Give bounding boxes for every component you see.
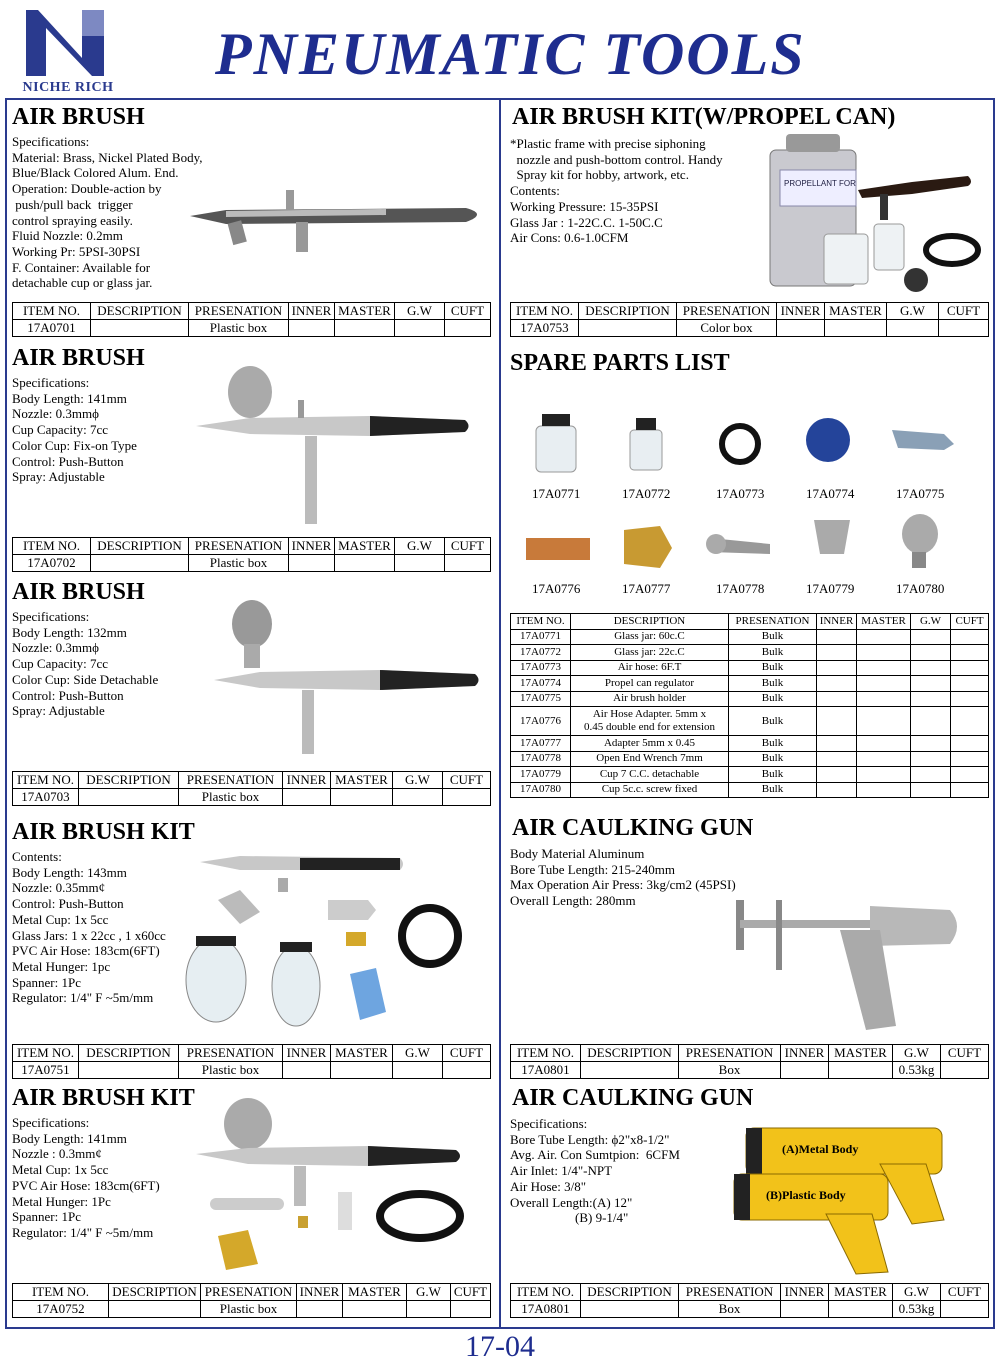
- th-gw: G.W: [393, 772, 443, 789]
- cell-item: 17A0801: [511, 1301, 581, 1318]
- section-title: AIR BRUSH KIT: [12, 1085, 195, 1111]
- brand-logo: [20, 6, 116, 94]
- cell-description: Cup 7 C.C. detachable: [571, 767, 729, 783]
- th-inner: INNER: [297, 1284, 343, 1301]
- cell-item: 17A0772: [511, 645, 571, 661]
- th-presentation: PRESENATION: [729, 614, 817, 630]
- th-master: MASTER: [829, 1045, 893, 1062]
- cell-presentation: Bulk: [729, 751, 817, 767]
- cell-item: 17A0776: [511, 707, 571, 736]
- part-label: 17A0776: [532, 581, 581, 596]
- cell-presentation: Bulk: [729, 645, 817, 661]
- th-master: MASTER: [331, 772, 393, 789]
- page-number: 17-04: [465, 1330, 535, 1363]
- th-presentation: PRESENATION: [189, 538, 289, 555]
- cell-presentation: Color box: [677, 320, 777, 337]
- section-spec: Specifications: Body Length: 132mm Nozzle: 0.3mmϕ Cup Capacity: 7cc Color Cup: Side Detachable Control: Push-Button Spray: Adjustable: [12, 609, 159, 719]
- cell-item: 17A0778: [511, 751, 571, 767]
- th-cuft: CUFT: [443, 772, 491, 789]
- th-item: ITEM NO.: [511, 303, 579, 320]
- th-gw: G.W: [887, 303, 939, 320]
- cell-description: [91, 555, 189, 572]
- cell-cuft: [939, 320, 989, 337]
- th-master: MASTER: [825, 303, 887, 320]
- th-master: MASTER: [829, 1284, 893, 1301]
- cell-master: [331, 789, 393, 806]
- th-presentation: PRESENATION: [679, 1284, 781, 1301]
- table-row: [511, 691, 989, 707]
- cell-inner: [777, 320, 825, 337]
- part-label: 17A0779: [806, 581, 855, 596]
- cell-description: [91, 320, 189, 337]
- th-master: MASTER: [335, 538, 395, 555]
- cell-description: [581, 1301, 679, 1318]
- cell-inner: [297, 1301, 343, 1318]
- cell-item: 17A0779: [511, 767, 571, 783]
- table-header-row: [13, 1045, 491, 1062]
- table-header-row: [511, 1045, 989, 1062]
- cell-description: Air brush holder: [571, 691, 729, 707]
- section-title: AIR BRUSH: [12, 579, 145, 605]
- can-label-text: PROPELLANT FOR: [784, 179, 856, 188]
- table-row: [13, 1301, 491, 1318]
- th-gw: G.W: [893, 1284, 941, 1301]
- th-presentation: PRESENATION: [179, 772, 283, 789]
- table-row: [511, 1062, 989, 1079]
- th-gw: G.W: [911, 614, 951, 630]
- cell-description: Glass jar: 60c.C: [571, 629, 729, 645]
- cell-presentation: Bulk: [729, 660, 817, 676]
- th-description: DESCRIPTION: [579, 303, 677, 320]
- th-presentation: PRESENATION: [679, 1045, 781, 1062]
- th-master: MASTER: [343, 1284, 407, 1301]
- cell-description: [79, 789, 179, 806]
- airbrush-image: [210, 598, 490, 758]
- table-row: [511, 782, 989, 798]
- section-title: AIR CAULKING GUN: [512, 815, 754, 841]
- th-inner: INNER: [283, 772, 331, 789]
- th-inner: INNER: [781, 1284, 829, 1301]
- table-header-row: [511, 1284, 989, 1301]
- th-item: ITEM NO.: [13, 303, 91, 320]
- cell-description: [79, 1062, 179, 1079]
- th-cuft: CUFT: [939, 303, 989, 320]
- table-row: [13, 1062, 491, 1079]
- th-gw: G.W: [395, 538, 445, 555]
- item-table: [12, 537, 491, 572]
- cell-item: 17A0753: [511, 320, 579, 337]
- cell-master: [829, 1301, 893, 1318]
- th-presentation: PRESENATION: [201, 1284, 297, 1301]
- cell-master: [829, 1062, 893, 1079]
- th-cuft: CUFT: [445, 303, 491, 320]
- cell-gw: [887, 320, 939, 337]
- th-description: DESCRIPTION: [79, 772, 179, 789]
- table-header-row: [511, 614, 989, 630]
- cell-cuft: [443, 1062, 491, 1079]
- th-description: DESCRIPTION: [91, 538, 189, 555]
- cell-item: 17A0775: [511, 691, 571, 707]
- cell-master: [335, 320, 395, 337]
- table-row: [13, 789, 491, 806]
- th-item: ITEM NO.: [13, 772, 79, 789]
- table-row: [511, 676, 989, 692]
- item-table: [12, 302, 491, 337]
- cell-item: 17A0703: [13, 789, 79, 806]
- table-row: [511, 645, 989, 661]
- cell-gw: 0.53kg: [893, 1062, 941, 1079]
- spare-parts-row2-image: [520, 512, 986, 574]
- cell-presentation: Bulk: [729, 707, 817, 736]
- table-row: [511, 736, 989, 752]
- cell-cuft: [941, 1301, 989, 1318]
- cell-presentation: Plastic box: [201, 1301, 297, 1318]
- section-title: AIR BRUSH KIT(W/PROPEL CAN): [512, 104, 896, 130]
- cell-item: 17A0801: [511, 1062, 581, 1079]
- th-master: MASTER: [857, 614, 911, 630]
- cell-description: Air Hose Adapter. 5mm x 0.45 double end for extension: [571, 707, 729, 736]
- cell-gw: [395, 320, 445, 337]
- cell-item: 17A0774: [511, 676, 571, 692]
- cell-presentation: Bulk: [729, 782, 817, 798]
- part-label: 17A0771: [532, 486, 581, 501]
- page-title: PNEUMATIC TOOLS: [215, 21, 806, 87]
- cell-master: [825, 320, 887, 337]
- table-row: [511, 751, 989, 767]
- item-table: [510, 302, 989, 337]
- section-title: SPARE PARTS LIST: [510, 350, 730, 376]
- cell-inner: [283, 1062, 331, 1079]
- table-header-row: [13, 303, 491, 320]
- th-cuft: CUFT: [445, 538, 491, 555]
- part-label: 17A0775: [896, 486, 945, 501]
- part-label: 17A0778: [716, 581, 765, 596]
- th-description: DESCRIPTION: [571, 614, 729, 630]
- th-presentation: PRESENATION: [677, 303, 777, 320]
- th-gw: G.W: [407, 1284, 451, 1301]
- cell-cuft: [445, 320, 491, 337]
- th-inner: INNER: [817, 614, 857, 630]
- cell-description: [579, 320, 677, 337]
- section-spec: Specifications: Body Length: 141mm Nozzle : 0.3mm¢ Metal Cup: 1x 5cc PVC Air Hose: 183cm(6FT) Metal Hunger: 1Pc Spanner: 1Pc Regulator: 1/4" F ~5m/mm: [12, 1115, 160, 1240]
- cell-gw: [407, 1301, 451, 1318]
- cell-description: [581, 1062, 679, 1079]
- th-gw: G.W: [893, 1045, 941, 1062]
- cell-inner: [283, 789, 331, 806]
- section-spec: Contents: Body Length: 143mm Nozzle: 0.35mm¢ Control: Push-Button Metal Cup: 1x 5cc Glass Jars: 1 x 22cc , 1 x60cc PVC Air Hose: 183cm(6FT) Metal Hunger: 1pc Spanner: 1Pc Regulator: 1/4" F ~5m/mm: [12, 849, 166, 1006]
- cell-presentation: Bulk: [729, 691, 817, 707]
- logo-mark-icon: [24, 6, 106, 78]
- cell-item: 17A0751: [13, 1062, 79, 1079]
- cell-item: 17A0701: [13, 320, 91, 337]
- table-row: [511, 629, 989, 645]
- cell-presentation: Box: [679, 1062, 781, 1079]
- th-master: MASTER: [335, 303, 395, 320]
- th-description: DESCRIPTION: [109, 1284, 201, 1301]
- section-spec: Specifications: Material: Brass, Nickel Plated Body, Blue/Black Colored Alum. End. Operation: Double-action by push/pull back trigger control spraying easily. Fluid Nozzle: 0.2mm Working Pr: 5PSI-30PSI F. Container: Available for detachable cup or glass jar.: [12, 134, 203, 291]
- caulking-gun-image: [720, 880, 982, 1034]
- section-spec: Specifications: Bore Tube Length: ϕ2"x8-1/2" Avg. Air. Con Sumtpion: 6CFM Air Inlet: 1/4"-NPT Air Hose: 3/8" Overall Length:(A) 12" (B) 9-1/4": [510, 1116, 680, 1226]
- airbrush-image: [186, 182, 492, 258]
- th-cuft: CUFT: [941, 1045, 989, 1062]
- th-inner: INNER: [283, 1045, 331, 1062]
- th-description: DESCRIPTION: [581, 1284, 679, 1301]
- airbrush-kit-image: [188, 1096, 490, 1272]
- part-label: 17A0777: [622, 581, 671, 596]
- th-item: ITEM NO.: [511, 1284, 581, 1301]
- th-description: DESCRIPTION: [79, 1045, 179, 1062]
- table-row: [511, 767, 989, 783]
- cell-inner: [781, 1062, 829, 1079]
- th-inner: INNER: [781, 1045, 829, 1062]
- section-title: AIR BRUSH: [12, 104, 145, 130]
- cell-item: 17A0777: [511, 736, 571, 752]
- cell-description: Propel can regulator: [571, 676, 729, 692]
- cell-inner: [289, 555, 335, 572]
- cell-cuft: [451, 1301, 491, 1318]
- cell-master: [331, 1062, 393, 1079]
- callout-plastic-body: (B)Plastic Body: [766, 1188, 846, 1202]
- th-item: ITEM NO.: [13, 538, 91, 555]
- cell-description: Adapter 5mm x 0.45: [571, 736, 729, 752]
- th-master: MASTER: [331, 1045, 393, 1062]
- brand-name: NICHE RICH: [22, 80, 114, 95]
- table-header-row: [13, 1284, 491, 1301]
- th-item: ITEM NO.: [511, 1045, 581, 1062]
- cell-cuft: [445, 555, 491, 572]
- cell-gw: [393, 1062, 443, 1079]
- table-row: [511, 1301, 989, 1318]
- cell-description: Cup 5c.c. screw fixed: [571, 782, 729, 798]
- th-inner: INNER: [777, 303, 825, 320]
- table-row: [511, 660, 989, 676]
- th-cuft: CUFT: [951, 614, 989, 630]
- cell-presentation: Box: [679, 1301, 781, 1318]
- th-gw: G.W: [395, 303, 445, 320]
- th-item: ITEM NO.: [13, 1284, 109, 1301]
- table-header-row: [511, 303, 989, 320]
- table-row: [13, 320, 491, 337]
- spare-parts-table: [510, 613, 989, 798]
- cell-gw: [395, 555, 445, 572]
- airbrush-kit-image: [180, 840, 490, 1034]
- th-gw: G.W: [393, 1045, 443, 1062]
- th-cuft: CUFT: [451, 1284, 491, 1301]
- cell-cuft: [941, 1062, 989, 1079]
- th-presentation: PRESENATION: [179, 1045, 283, 1062]
- callout-metal-body: (A)Metal Body: [782, 1142, 859, 1156]
- cell-presentation: Bulk: [729, 767, 817, 783]
- cell-description: [109, 1301, 201, 1318]
- cell-description: Glass jar: 22c.C: [571, 645, 729, 661]
- cell-cuft: [443, 789, 491, 806]
- cell-item: 17A0780: [511, 782, 571, 798]
- cell-presentation: Bulk: [729, 736, 817, 752]
- cell-gw: 0.53kg: [893, 1301, 941, 1318]
- th-inner: INNER: [289, 303, 335, 320]
- section-title: AIR CAULKING GUN: [512, 1085, 754, 1111]
- spare-parts-row1-image: [520, 404, 986, 478]
- table-header-row: [13, 538, 491, 555]
- th-item: ITEM NO.: [13, 1045, 79, 1062]
- cell-gw: [393, 789, 443, 806]
- cell-master: [335, 555, 395, 572]
- section-spec: Specifications: Body Length: 141mm Nozzle: 0.3mmϕ Cup Capacity: 7cc Color Cup: Fix-on Type Control: Push-Button Spray: Adjustable: [12, 375, 137, 485]
- table-header-row: [13, 772, 491, 789]
- cell-item: 17A0771: [511, 629, 571, 645]
- cell-presentation: Plastic box: [189, 555, 289, 572]
- airbrush-image: [190, 362, 490, 526]
- section-title: AIR BRUSH: [12, 345, 145, 371]
- cell-item: 17A0773: [511, 660, 571, 676]
- cell-inner: [781, 1301, 829, 1318]
- th-item: ITEM NO.: [511, 614, 571, 630]
- table-row: [13, 555, 491, 572]
- part-label: 17A0773: [716, 486, 765, 501]
- part-label: 17A0780: [896, 581, 945, 596]
- part-label: 17A0774: [806, 486, 855, 501]
- section-spec: *Plastic frame with precise siphoning nozzle and push-bottom control. Handy Spray kit for hobby, artwork, etc. Contents: Working Pressure: 15-35PSI Glass Jar : 1-22C.C. 1-50C.C Air Cons: 0.6-1.0CFM: [510, 136, 723, 246]
- item-table: [510, 1283, 989, 1318]
- table-row: [511, 320, 989, 337]
- cell-presentation: Plastic box: [179, 789, 283, 806]
- section-spec: Body Material Aluminum Bore Tube Length: 215-240mm Max Operation Air Press: 3kg/cm2 (45PSI) Overall Length: 280mm: [510, 846, 736, 909]
- airbrush-kit-can-image: [762, 130, 988, 300]
- column-divider: [499, 98, 501, 1329]
- cell-inner: [289, 320, 335, 337]
- cell-description: Air hose: 6F.T: [571, 660, 729, 676]
- th-inner: INNER: [289, 538, 335, 555]
- th-description: DESCRIPTION: [91, 303, 189, 320]
- th-presentation: PRESENATION: [189, 303, 289, 320]
- th-cuft: CUFT: [941, 1284, 989, 1301]
- th-cuft: CUFT: [443, 1045, 491, 1062]
- cell-item: 17A0752: [13, 1301, 109, 1318]
- item-table: [12, 771, 491, 806]
- cell-presentation: Bulk: [729, 629, 817, 645]
- item-table: [12, 1044, 491, 1079]
- section-title: AIR BRUSH KIT: [12, 819, 195, 845]
- cell-master: [343, 1301, 407, 1318]
- th-description: DESCRIPTION: [581, 1045, 679, 1062]
- cell-presentation: Bulk: [729, 676, 817, 692]
- item-table: [12, 1283, 491, 1318]
- cell-item: 17A0702: [13, 555, 91, 572]
- item-table: [510, 1044, 989, 1079]
- cell-presentation: Plastic box: [179, 1062, 283, 1079]
- table-row: [511, 707, 989, 736]
- part-label: 17A0772: [622, 486, 671, 501]
- cell-presentation: Plastic box: [189, 320, 289, 337]
- cell-description: Open End Wrench 7mm: [571, 751, 729, 767]
